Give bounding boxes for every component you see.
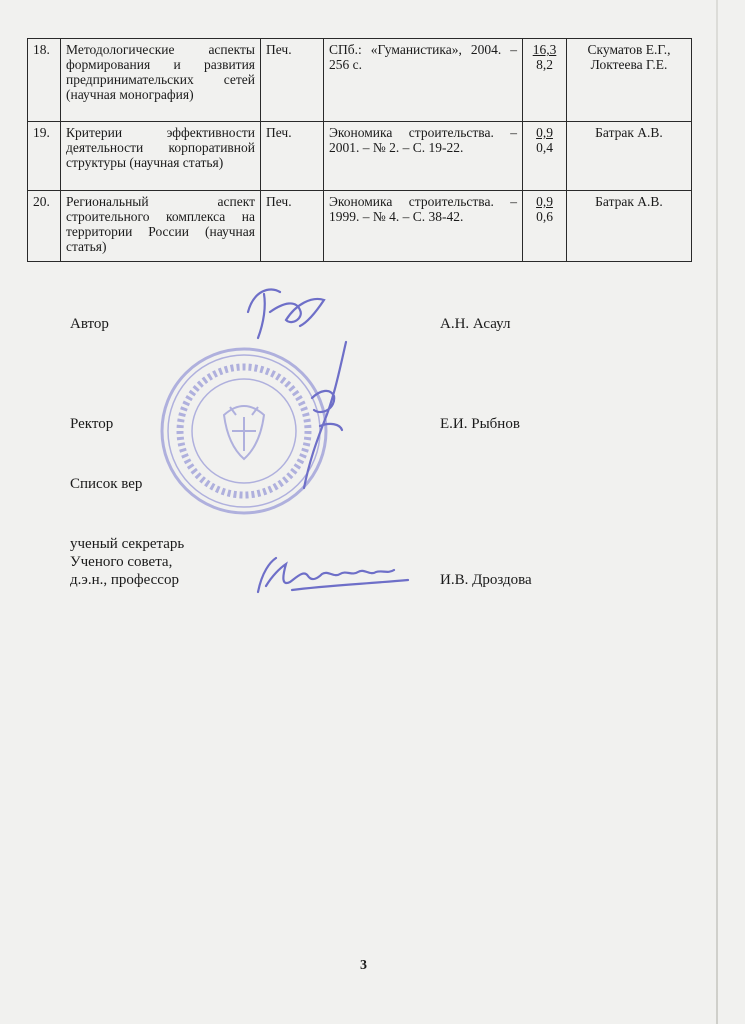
- work-title: Методологические аспекты формирования и развития предпринимательских сетей (научная монография): [61, 39, 261, 122]
- rector-signature-icon: [290, 338, 360, 498]
- volume-total: 0,9: [536, 125, 553, 140]
- coauthors: Скуматов Е.Г., Локтеева Г.Е.: [567, 39, 692, 122]
- page-number: 3: [360, 958, 367, 973]
- rector-name: Е.И. Рыбнов: [440, 416, 520, 432]
- output-data: СПб.: «Гуманистика», 2004. – 256 с.: [324, 39, 523, 122]
- table-row: [28, 122, 692, 191]
- secretary-title-line1: ученый секретарь: [70, 536, 185, 552]
- author-label: Автор: [70, 316, 109, 332]
- secretary-signature-icon: [252, 552, 412, 596]
- row-number: 19.: [28, 122, 61, 191]
- work-form: Печ.: [261, 122, 324, 191]
- author-name: А.Н. Асаул: [440, 316, 511, 332]
- work-title: Критерии эффективности деятельности корпоративной структуры (научная статья): [61, 122, 261, 191]
- volume-own: 8,2: [536, 57, 553, 72]
- volume-total: 16,3: [532, 42, 557, 57]
- coauthors: Батрак А.В.: [567, 122, 692, 191]
- work-title: Региональный аспект строительного комплекса на территории России (научная статья): [61, 191, 261, 262]
- secretary-title-line3: д.э.н., профессор: [70, 572, 179, 588]
- volume-own: 0,6: [536, 209, 553, 224]
- publications-table: [27, 38, 692, 262]
- row-number: 18.: [28, 39, 61, 122]
- work-form: Печ.: [261, 191, 324, 262]
- row-number: 20.: [28, 191, 61, 262]
- secretary-title-line2: Ученого совета,: [70, 554, 173, 570]
- volume-cell: [523, 39, 567, 122]
- volume-cell: [523, 122, 567, 191]
- volume-cell: [523, 191, 567, 262]
- output-data: Экономика строительства. – 2001. – № 2. – С. 19-22.: [324, 122, 523, 191]
- author-signature-icon: [240, 282, 332, 344]
- volume-total: 0,9: [536, 194, 553, 209]
- output-data: Экономика строительства. – 1999. – № 4. – С. 38-42.: [324, 191, 523, 262]
- volume-own: 0,4: [536, 140, 553, 155]
- verified-label: Список вер: [70, 476, 143, 492]
- table-row: [28, 191, 692, 262]
- work-form: Печ.: [261, 39, 324, 122]
- page-edge: [716, 0, 718, 1024]
- rector-label: Ректор: [70, 416, 114, 432]
- coauthors: Батрак А.В.: [567, 191, 692, 262]
- table-row: [28, 39, 692, 122]
- secretary-name: И.В. Дроздова: [440, 572, 532, 588]
